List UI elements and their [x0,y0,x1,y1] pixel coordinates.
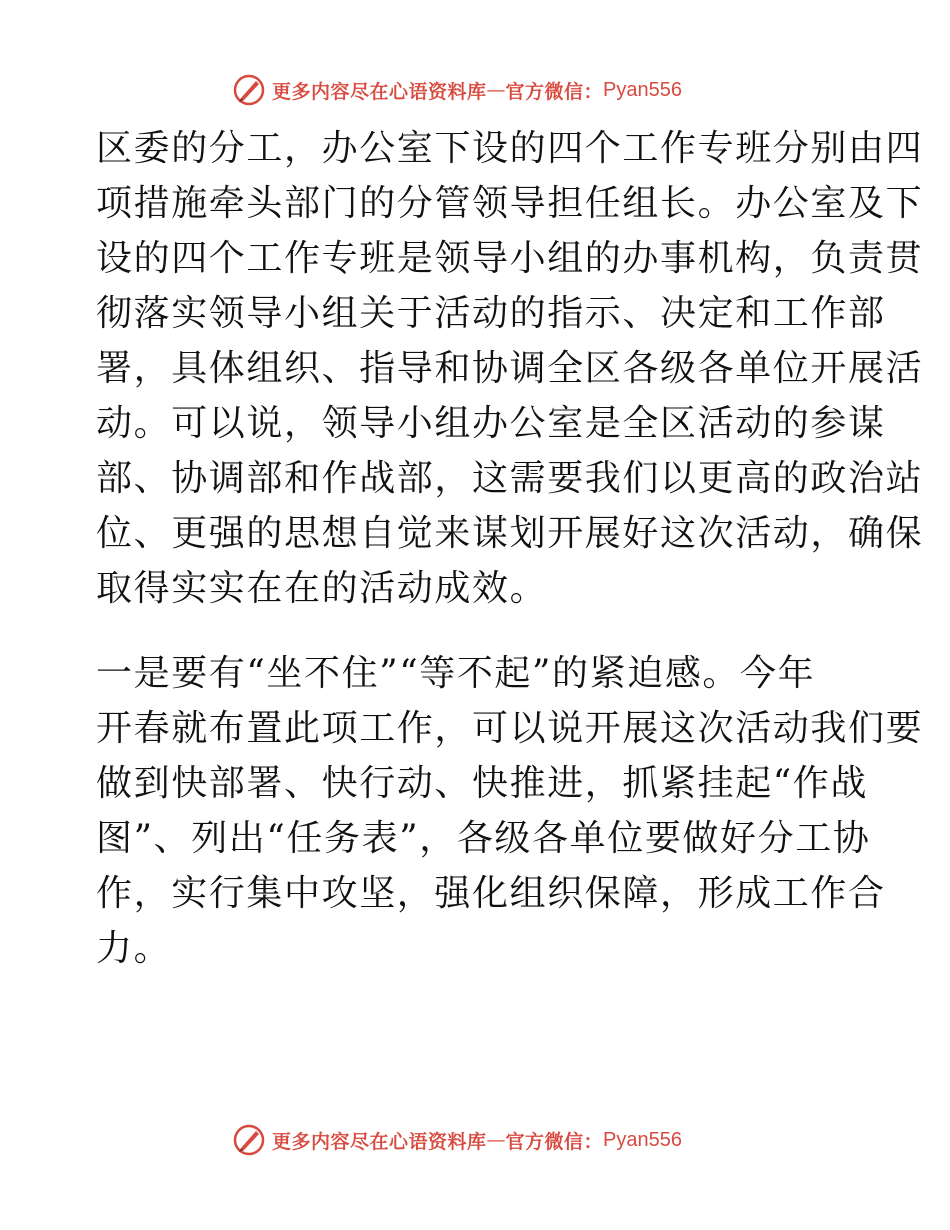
text-line: 位、更强的思想自觉来谋划开展好这次活动，确保 [96,513,924,554]
text-line: 署，具体组织、指导和协调全区各级各单位开展活 [96,348,924,389]
text-line: 力。 [96,928,172,969]
paragraph-2 [96,646,924,976]
quill-logo-icon [232,1123,266,1157]
watermark-wechat-id: Pyan556 [603,1128,682,1151]
header-watermark [232,70,732,110]
watermark-wechat-label: 官方微信： [505,80,604,103]
watermark-separator: — [486,1129,506,1151]
text-line: 动。可以说，领导小组办公室是全区活动的参谋 [96,403,886,444]
paragraph-1 [96,121,924,616]
watermark-wechat-id: Pyan556 [603,78,682,101]
text-line: 一是要有“坐不住”“等不起”的紧迫感。今年 [96,653,816,694]
watermark-text: 更多内容尽在心语资料库 [272,1130,487,1153]
text-line: 项措施牵头部门的分管领导担任组长。办公室及下 [96,183,924,224]
text-line: 开春就布置此项工作，可以说开展这次活动我们要 [96,708,924,749]
text-line: 部、协调部和作战部，这需要我们以更高的政治站 [96,458,924,499]
document-body [96,121,924,976]
paragraph-gap [96,616,856,646]
watermark-separator: — [486,79,506,101]
text-line: 设的四个工作专班是领导小组的办事机构，负责贯 [96,238,924,279]
text-line: 彻落实领导小组关于活动的指示、决定和工作部 [96,293,886,334]
watermark-wechat-label: 官方微信： [505,1130,604,1153]
footer-watermark [232,1120,732,1160]
text-line: 区委的分工，办公室下设的四个工作专班分别由四 [96,128,924,169]
text-line: 图”、列出“任务表”，各级各单位要做好分工协 [96,818,871,859]
quill-logo-icon [232,73,266,107]
text-line: 作，实行集中攻坚，强化组织保障，形成工作合 [96,873,886,914]
watermark-text: 更多内容尽在心语资料库 [272,80,487,103]
text-line: 取得实实在在的活动成效。 [96,568,548,609]
text-line: 做到快部署、快行动、快推进，抓紧挂起“作战 [96,763,869,804]
